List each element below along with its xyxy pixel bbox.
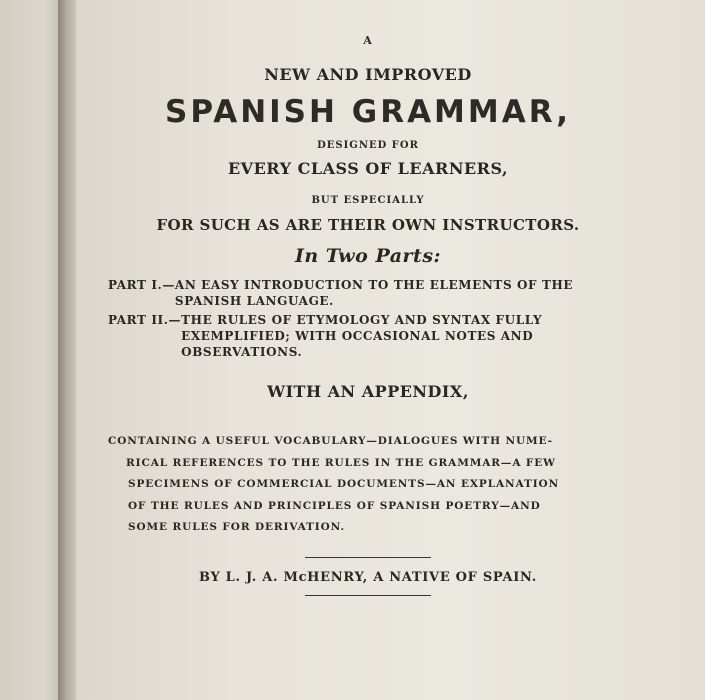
part-one-label: PART I.— bbox=[108, 278, 175, 292]
two-parts-heading: In Two Parts: bbox=[294, 245, 442, 267]
author-line: BY L. J. A. McHENRY, A NATIVE OF SPAIN. bbox=[198, 569, 538, 585]
part-two-label: PART II.— bbox=[108, 313, 182, 327]
instructors-line: FOR SUCH AS ARE THEIR OWN INSTRUCTORS. bbox=[156, 216, 580, 234]
divider-rule bbox=[305, 557, 431, 558]
title-page bbox=[78, 34, 658, 596]
parts-list bbox=[108, 277, 658, 360]
part-two-text: THE RULES OF ETYMOLOGY AND SYNTAX FULLY EXEMPLIFIED; WITH OCCASIONAL NOTES AND OBSERVATIONS. bbox=[181, 313, 543, 359]
part-two bbox=[108, 312, 658, 360]
title-article: A bbox=[363, 34, 373, 47]
appendix-line: RICAL REFERENCES TO THE RULES IN THE GRAMMAR—A FEW bbox=[126, 456, 556, 469]
appendix-description bbox=[108, 431, 596, 539]
part-one bbox=[108, 277, 658, 309]
appendix-line: SPECIMENS OF COMMERCIAL DOCUMENTS—AN EXPLANATION bbox=[128, 478, 560, 490]
but-especially: BUT ESPECIALLY bbox=[311, 195, 425, 206]
main-title: SPANISH GRAMMAR, bbox=[165, 94, 571, 130]
appendix-heading: WITH AN APPENDIX, bbox=[267, 382, 469, 401]
designed-for: DESIGNED FOR bbox=[317, 140, 419, 151]
subtitle: NEW AND IMPROVED bbox=[264, 65, 472, 84]
audience-line: EVERY CLASS OF LEARNERS, bbox=[227, 159, 509, 178]
part-one-text: AN EASY INTRODUCTION TO THE ELEMENTS OF THE SPANISH LANGUAGE. bbox=[174, 278, 574, 308]
divider-rule-bottom bbox=[305, 595, 431, 596]
appendix-line: CONTAINING A USEFUL VOCABULARY—DIALOGUES WITH NUME- bbox=[108, 435, 553, 447]
left-page-edge bbox=[0, 0, 62, 700]
appendix-line: SOME RULES FOR DERIVATION. bbox=[128, 521, 346, 533]
appendix-line: OF THE RULES AND PRINCIPLES OF SPANISH POETRY—AND bbox=[128, 499, 541, 512]
